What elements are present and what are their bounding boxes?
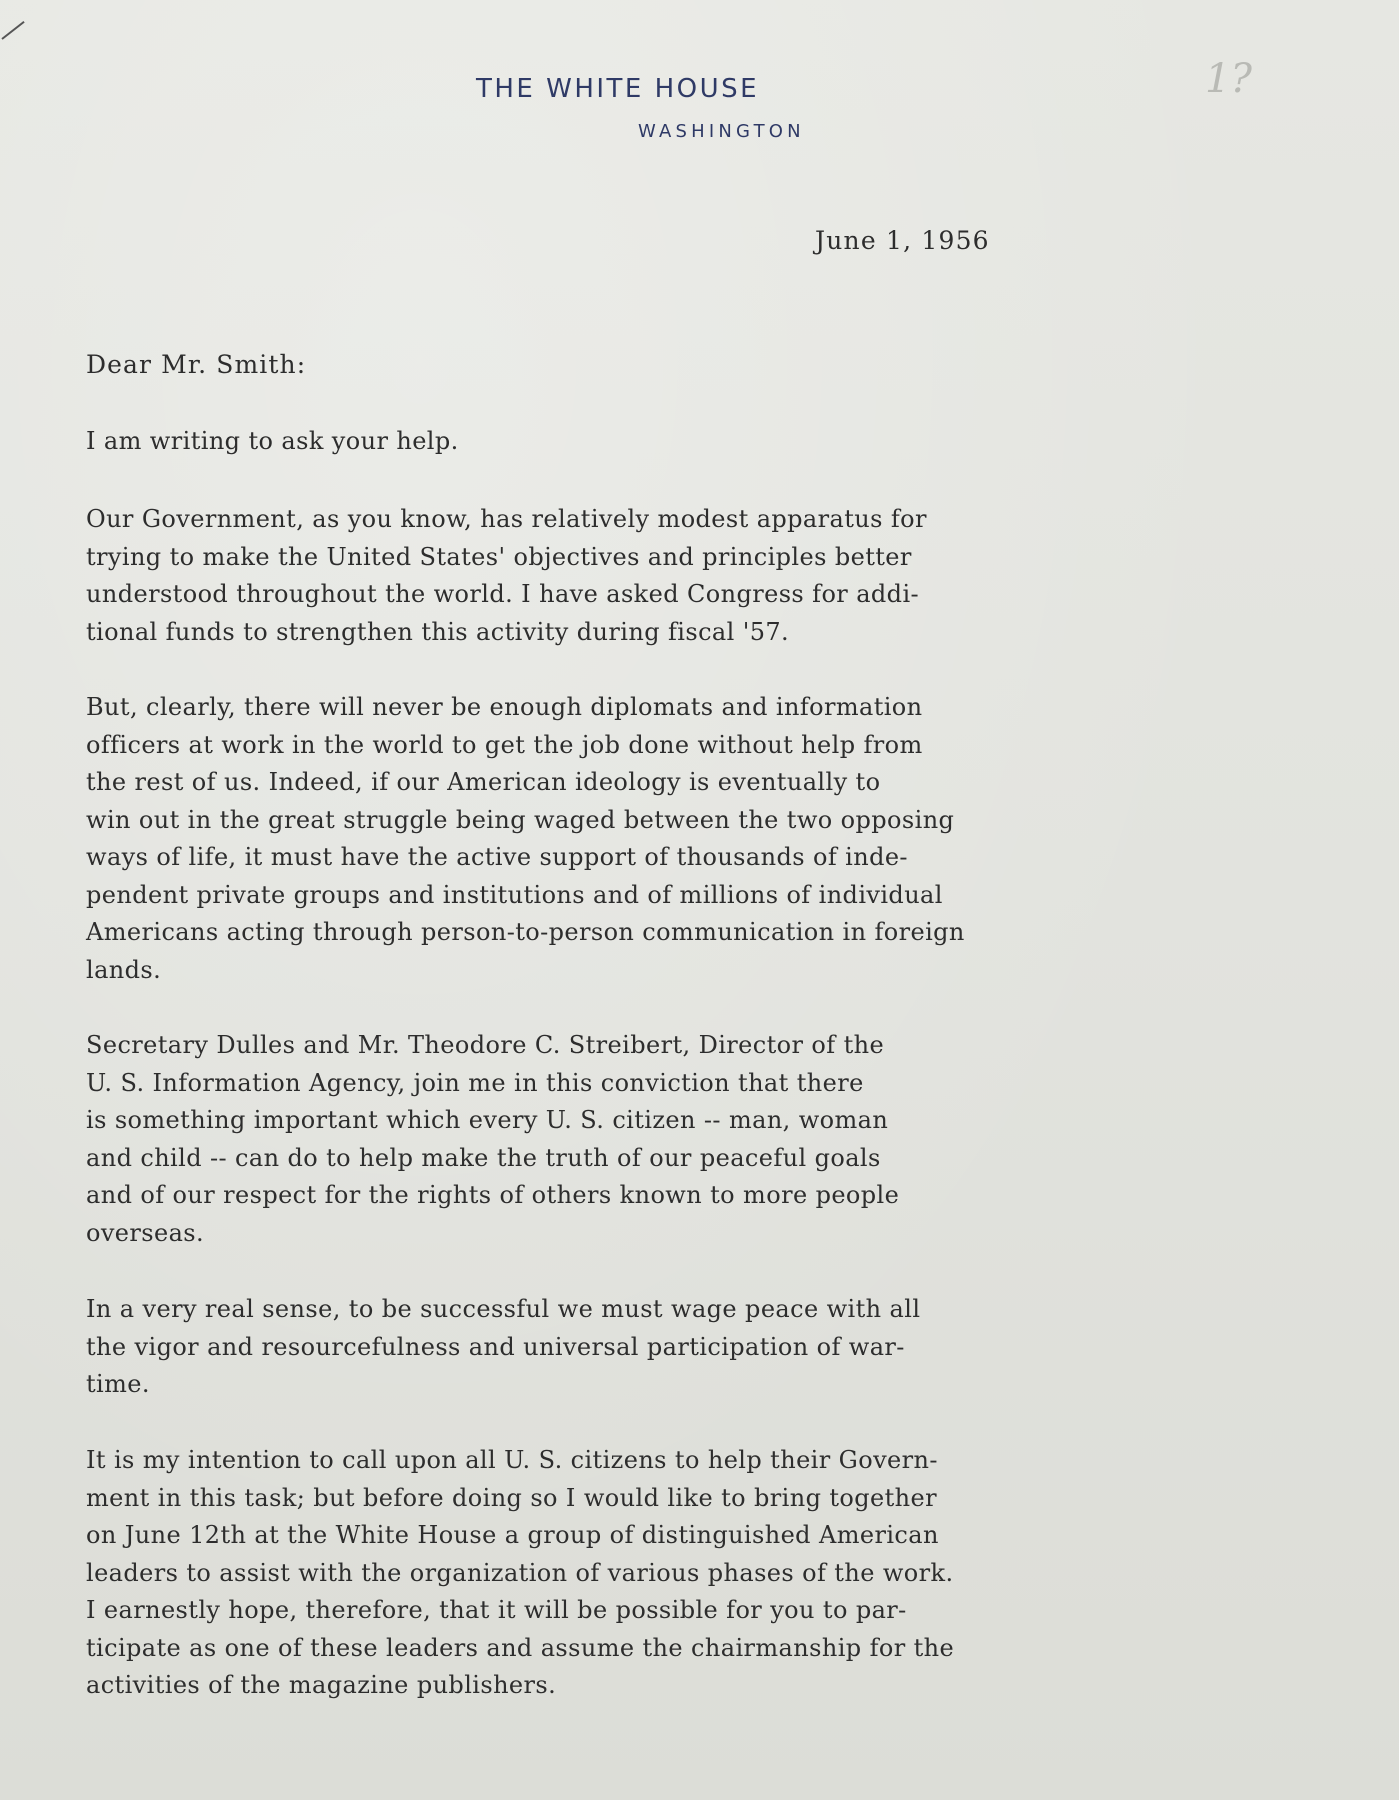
text-line: activities of the magazine publishers. [86, 1671, 557, 1699]
text-line: It is my intention to call upon all U. S. citizens to help their Govern- [86, 1446, 938, 1474]
corner-handwritten-mark: 1? [1205, 56, 1252, 102]
paragraph-5 [86, 1291, 1326, 1404]
text-line: lands. [86, 955, 162, 984]
letter-date: June 1, 1956 [815, 226, 990, 255]
text-line: tional funds to strengthen this activity during fiscal '57. [86, 617, 790, 646]
paragraph-1 [86, 423, 1326, 461]
text-line: officers at work in the world to get the job done without help from [86, 730, 923, 759]
text-line: overseas. [86, 1218, 205, 1247]
pen-mark [1, 21, 24, 40]
text-line: But, clearly, there will never be enough diplomats and information [86, 693, 923, 721]
text-line: the vigor and resourcefulness and universal participation of war- [86, 1332, 905, 1361]
text-line: U. S. Information Agency, join me in this conviction that there [86, 1068, 864, 1097]
text-line: Secretary Dulles and Mr. Theodore C. Streibert, Director of the [86, 1031, 885, 1059]
text-line: trying to make the United States' objectives and principles better [86, 542, 912, 571]
text-line: ways of life, it must have the active support of thousands of inde- [86, 843, 908, 871]
letterhead-title: THE WHITE HOUSE [476, 74, 760, 104]
text-line: win out in the great struggle being waged between the two opposing [86, 805, 955, 834]
letterhead-subtitle: WASHINGTON [638, 121, 805, 142]
text-line: pendent private groups and institutions and of millions of individual [86, 880, 943, 909]
text-line: Our Government, as you know, has relatively modest apparatus for [86, 505, 927, 533]
text-line: understood throughout the world. I have asked Congress for addi- [86, 580, 920, 608]
salutation: Dear Mr. Smith: [86, 350, 307, 379]
paragraph-3 [86, 689, 1326, 989]
paragraph-4 [86, 1027, 1326, 1252]
text-line: and child -- can do to help make the truth of our peaceful goals [86, 1143, 881, 1172]
text-line: ticipate as one of these leaders and assume the chairmanship for the [86, 1633, 955, 1662]
text-line: the rest of us. Indeed, if our American ideology is eventually to [86, 768, 881, 796]
text-line: Americans acting through person-to-person communication in foreign [86, 918, 965, 946]
text-line: and of our respect for the rights of others known to more people [86, 1181, 900, 1209]
text-line: on June 12th at the White House a group of distinguished American [86, 1521, 939, 1549]
paragraph-6 [86, 1442, 1326, 1705]
text-line: time. [86, 1370, 150, 1398]
text-line: leaders to assist with the organization of various phases of the work. [86, 1558, 954, 1587]
paragraph-2 [86, 501, 1326, 651]
text-line: I am writing to ask your help. [86, 427, 459, 455]
text-line: In a very real sense, to be successful we must wage peace with all [86, 1295, 921, 1323]
text-line: is something important which every U. S. citizen -- man, woman [86, 1106, 889, 1134]
text-line: I earnestly hope, therefore, that it will be possible for you to par- [86, 1596, 907, 1624]
text-line: ment in this task; but before doing so I would like to bring together [86, 1483, 938, 1512]
